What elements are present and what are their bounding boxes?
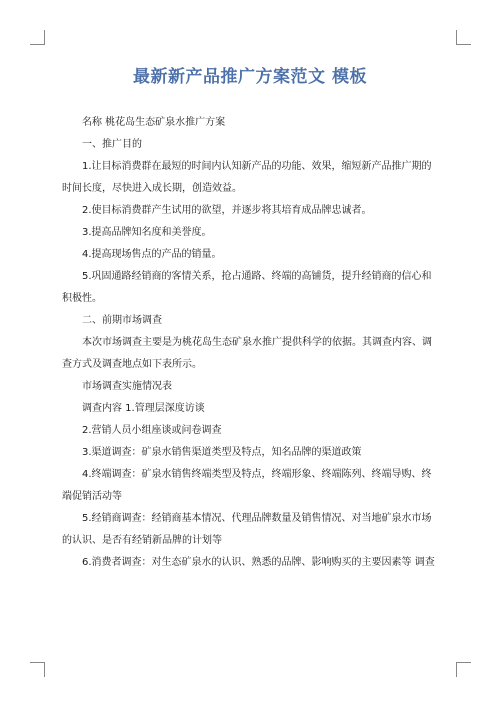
document-body: [62, 112, 438, 574]
heading-section-2: 二、前期市场调查: [82, 315, 162, 326]
paragraph-goal-5: 5.巩固通路经销商的客情关系，抢占通路、终端的高铺货，提升经销商的信心和积极性。: [62, 271, 432, 304]
paragraph-goal-4: 4.提高现场售点的产品的销量。: [82, 249, 222, 260]
paragraph-survey-item-1: 调查内容 1.管理层深度访谈: [82, 403, 205, 414]
crop-mark-bottom-left: [30, 662, 45, 677]
paragraph-survey-intro: 本次市场调查主要是为桃花岛生态矿泉水推广提供科学的依据。其调查内容、调查方式及调查地点如下表所示。: [62, 337, 432, 370]
crop-mark-bottom-right: [456, 662, 471, 677]
crop-mark-top-left: [30, 30, 45, 45]
paragraph-survey-item-5: 5.经销商调查：经销商基本情况、代理品牌数量及销售情况、对当地矿泉水市场的认识、是否有经销新品牌的计划等: [62, 513, 432, 546]
paragraph-goal-2: 2.使目标消费群产生试用的欲望，并逐步将其培育成品牌忠诚者。: [82, 205, 372, 216]
paragraph-survey-item-6: 6.消费者调查：对生态矿泉水的认识、熟悉的品牌、影响购买的主要因素等 调查: [82, 557, 435, 568]
paragraph-plan-name: 名称 桃花岛生态矿泉水推广方案: [82, 117, 226, 128]
heading-section-1: 一、推广目的: [82, 139, 142, 150]
paragraph-survey-item-2: 2.营销人员小组座谈或问卷调查: [82, 425, 222, 436]
paragraph-goal-3: 3.提高品牌知名度和美誉度。: [82, 227, 212, 238]
paragraph-survey-item-4: 4.终端调查：矿泉水销售终端类型及特点，终端形象、终端陈列、终端导购、终端促销活动等: [62, 469, 432, 502]
paragraph-goal-1: 1.让目标消费群在最短的时间内认知新产品的功能、效果，缩短新产品推广期的时间长度，尽快进入成长期，创造效益。: [62, 161, 432, 194]
document-title: 最新新产品推广方案范文 模板: [133, 67, 367, 87]
paragraph-survey-table-title: 市场调查实施情况表: [82, 381, 172, 392]
paragraph-survey-item-3: 3.渠道调查：矿泉水销售渠道类型及特点，知名品牌的渠道政策: [82, 447, 362, 458]
crop-mark-top-right: [456, 30, 471, 45]
